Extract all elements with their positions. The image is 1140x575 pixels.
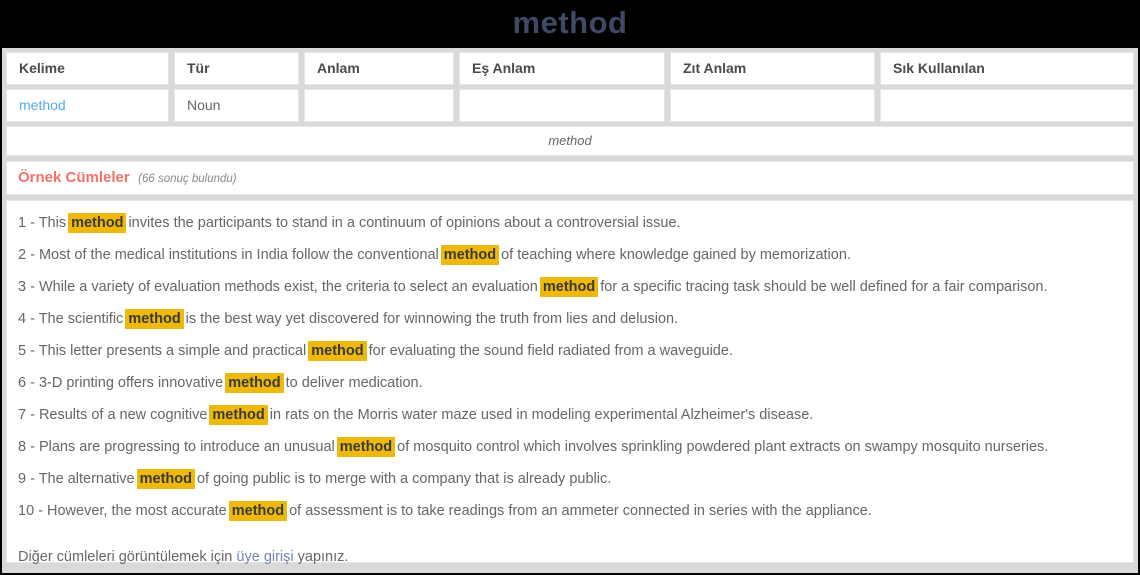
example-sentence: 5 - This letter presents a simple and practical method for evaluating the sound field radiated from a waveguide. <box>18 343 733 359</box>
example-sentence: 2 - Most of the medical institutions in India follow the conventional method of teaching where knowledge gained by memorization. <box>18 247 851 263</box>
example-sentence: 4 - The scientific method is the best way yet discovered for winnowing the truth from lies and delusion. <box>18 311 679 327</box>
examples-result-count: (66 sonuç bulundu) <box>138 173 237 185</box>
page-title: method <box>512 5 628 40</box>
pronunciation-row: method <box>6 126 1134 156</box>
column-header-anlam: Anlam <box>304 52 454 85</box>
cell-tur: Noun <box>174 89 299 122</box>
cell-anlam <box>304 89 454 122</box>
cell-zit-anlam <box>670 89 875 122</box>
column-header-tur: Tür <box>174 52 299 85</box>
word-link[interactable]: method <box>19 97 66 113</box>
login-prompt: Diğer cümleleri görüntülemek için üye girişi yapınız. <box>18 549 349 565</box>
word-info-table <box>6 52 1134 122</box>
dictionary-content <box>2 48 1138 573</box>
cell-kelime <box>6 89 169 122</box>
examples-header <box>6 161 1134 195</box>
highlighted-word: method <box>68 213 126 233</box>
highlighted-word: method <box>229 501 287 521</box>
example-sentence: 8 - Plans are progressing to introduce an unusual method of mosquito control which involves sprinkling powdered plant extracts on swampy mosquito nurseries. <box>18 439 1049 455</box>
highlighted-word: method <box>209 405 267 425</box>
highlighted-word: method <box>540 277 598 297</box>
table-header-row <box>6 52 1134 85</box>
highlighted-word: method <box>441 245 499 265</box>
example-sentence: 7 - Results of a new cognitive method in rats on the Morris water maze used in modeling experimental Alzheimer's disease. <box>18 407 814 423</box>
example-sentence: 3 - While a variety of evaluation methods exist, the criteria to select an evaluation method for a specific tracing task should be well defined for a fair comparison. <box>18 279 1048 295</box>
example-sentence: 1 - This method invites the participants to stand in a continuum of opinions about a controversial issue. <box>18 215 681 231</box>
table-row <box>6 89 1134 122</box>
cell-sik-kullanilan <box>880 89 1134 122</box>
example-sentence: 10 - However, the most accurate method of assessment is to take readings from an ammeter connected in series with the appliance. <box>18 503 872 519</box>
title-bar <box>0 0 1140 48</box>
examples-heading: Örnek Cümleler <box>18 169 130 186</box>
highlighted-word: method <box>225 373 283 393</box>
highlighted-word: method <box>137 469 195 489</box>
highlighted-word: method <box>337 437 395 457</box>
column-header-kelime: Kelime <box>6 52 169 85</box>
column-header-zit-anlam: Zıt Anlam <box>670 52 875 85</box>
cell-es-anlam <box>459 89 665 122</box>
example-sentence: 6 - 3-D printing offers innovative method to deliver medication. <box>18 375 423 391</box>
column-header-sik-kullanilan: Sık Kullanılan <box>880 52 1134 85</box>
example-sentences-panel <box>6 200 1134 563</box>
highlighted-word: method <box>125 309 183 329</box>
highlighted-word: method <box>308 341 366 361</box>
example-sentence: 9 - The alternative method of going public is to merge with a company that is already public. <box>18 471 612 487</box>
member-login-link[interactable]: üye girişi <box>236 549 294 565</box>
column-header-es-anlam: Eş Anlam <box>459 52 665 85</box>
